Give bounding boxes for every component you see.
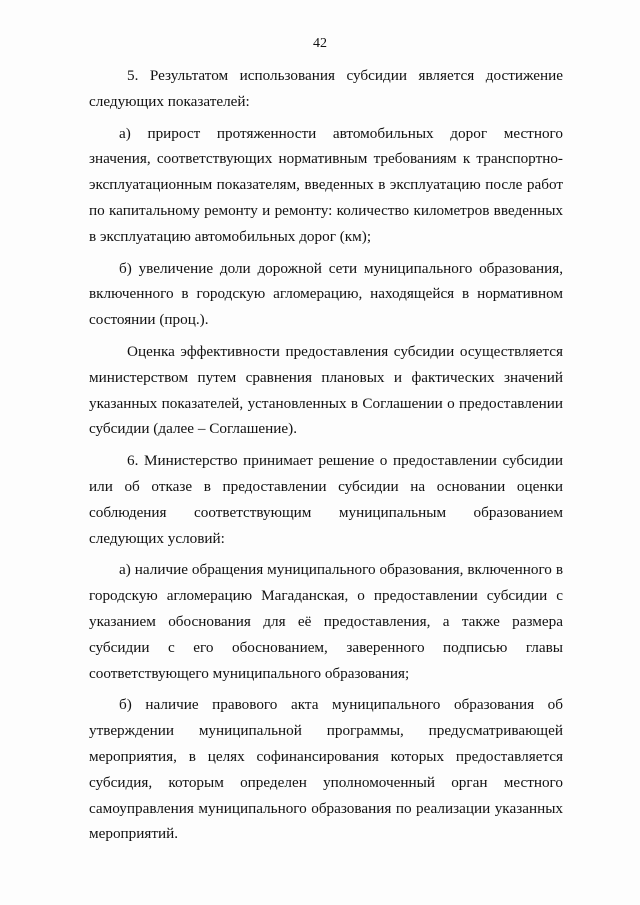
page-number: 42 [313,36,327,51]
paragraph-evaluation: Оценка эффективности предоставления субсидии осуществляется министерством путем сравнения плановых и фактических значений указанных показателей, установленных в Соглашении о предоставлении субсидии (далее – Соглашение). [89,342,563,438]
paragraph-sub-a: а) прирост протяженности автомобильных дорог местного значения, соответствующих нормативным требованиям к транспортно-эксплуатационным показателям, введенных в эксплуатацию после работ по капитальному ремонту и ремонту: количество километров введенных в эксплуатацию автомобильных дорог (км); [89,124,563,245]
document-body [89,63,563,853]
paragraph-condition-b: б) наличие правового акта муниципального образования об утверждении муниципальной программы, предусматривающей мероприятия, в целях софинансирования которых предоставляется субсидия, которым определен уполномоченный орган местного самоуправления муниципального образования по реализации указанных мероприятий. [89,696,563,843]
paragraph-item-6: 6. Министерство принимает решение о предоставлении субсидии или об отказе в предоставлении субсидии на основании оценки соблюдения соответствующим муниципальным образованием следующих условий: [89,452,563,547]
paragraph-item-5: 5. Результатом использования субсидии является достижение следующих показателей: [89,67,563,110]
paragraph-condition-a: а) наличие обращения муниципального образования, включенного в городскую агломерацию Магаданская, о предоставлении субсидии с указанием обоснования для её предоставления, а также размера субсидии с его обоснованием, заверенного подписью главы соответствующего муниципального образования; [89,561,563,682]
paragraph-sub-b: б) увеличение доли дорожной сети муниципального образования, включенного в городскую агломерацию, находящейся в нормативном состоянии (проц.). [89,259,563,329]
